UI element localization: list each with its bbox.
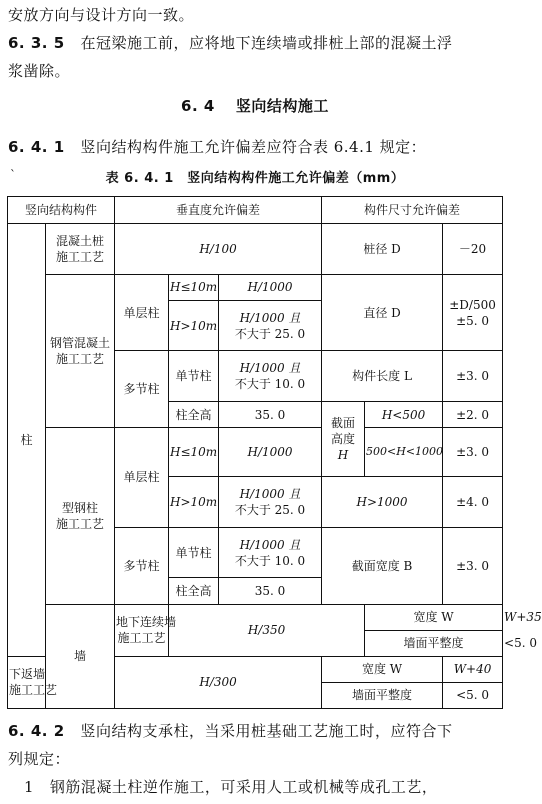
item-1 [24,772,502,802]
steel-shape-full: 柱全高 [169,578,219,604]
reverse-wall-w-val: W+40 [443,656,503,682]
val-line2: 不大于 25. 0 [234,503,306,517]
steel-tube-full-val: 35. 0 [219,402,322,428]
name-line2: 施工工艺 [56,249,105,264]
val-line2: 不大于 10. 0 [234,377,306,392]
steel-tube-single: 单层柱 [115,274,169,351]
diaphragm-wall-name [115,604,177,656]
diaphragm-wall-flat-label: 墙面平整度 [365,630,503,656]
diaphragm-wall-vert: H/350 [169,604,365,656]
name-line1: 混凝土桩 [56,233,105,248]
steel-shape-multi: 多节柱 [115,527,169,604]
steel-tube-unit-col: 单节柱 [169,351,219,402]
steel-tube-h-le-val: H/1000 [219,274,322,300]
val-line1: H/1000 且 [239,537,301,552]
steel-shape-full-val: 35. 0 [219,578,322,604]
header-vertical: 垂直度允许偏差 [115,197,322,224]
item-text: 钢筋混凝土柱逆作施工，可采用人工或机械等成孔工艺， [49,778,438,796]
val-line1: H/1000 且 [239,361,301,376]
val-line2: 不大于 25. 0 [234,326,306,341]
val-line2: 不大于 10. 0 [234,553,306,568]
name-line2: 施工工艺 [9,683,58,698]
reverse-wall-w-label: 宽度 W [322,656,443,682]
label-line2: 高度 [331,432,356,447]
shape-sect-label [322,402,365,477]
steel-tube-h-le: H≤10m [169,274,219,300]
steel-tube-len-label: 构件长度 L [322,351,443,402]
steel-tube-name [46,274,115,427]
steel-shape-unit-col: 单节柱 [169,527,219,578]
shape-h1-val: ±2. 0 [443,402,503,428]
steel-shape-unit-val [219,527,322,578]
name-line1: 下返墙 [9,667,46,682]
steel-tube-unit-val [219,351,322,402]
label-line1: 截面 [331,416,356,431]
name-line2: 施工工艺 [56,351,105,366]
stray-mark: ` [10,168,16,182]
steel-shape-single: 单层柱 [115,428,169,528]
shape-h3-val: ±4. 0 [443,477,503,528]
steel-shape-h-gt-val [219,477,322,528]
wall-label: 墙 [46,604,115,708]
clause-6-4-1 [8,132,502,162]
section-title: 竖向结构施工 [235,97,329,115]
clause-6-4-2-cont: 列规定： [8,750,71,768]
clause-number: 6. 3. 5 [8,34,65,52]
section-heading [8,91,502,121]
steel-tube-diam-label: 直径 D [322,274,443,351]
name-line2: 施工工艺 [117,631,166,646]
shape-width-val: ±3. 0 [443,527,503,604]
val-line2: ±5. 0 [456,313,490,328]
reverse-wall-flat-val: <5. 0 [443,682,503,708]
shape-h2: 500<H<1000 [365,428,443,477]
steel-tube-full: 柱全高 [169,402,219,428]
clause-text: 在冠梁施工前，应将地下连续墙或排桩上部的混凝土浮 [80,34,453,52]
steel-shape-h-le-val: H/1000 [219,428,322,477]
name-line1: 地下连续墙 [116,615,177,630]
steel-tube-h-gt: H>10m [169,300,219,351]
steel-shape-name [46,428,115,604]
steel-tube-diam-val [443,274,503,351]
reverse-wall-flat-label: 墙面平整度 [322,682,443,708]
clause-number: 6. 4. 1 [8,138,65,156]
shape-h3: H>1000 [322,477,443,528]
section-number: 6. 4 [181,97,215,115]
val-line1: H/1000 且 [239,310,301,325]
name-line1: 型钢柱 [62,500,99,515]
clause-number: 6. 4. 2 [8,722,65,740]
header-size: 构件尺寸允许偏差 [322,197,503,224]
shape-width-label: 截面宽度 B [322,527,443,604]
diaphragm-wall-w-label: 宽度 W [365,604,503,630]
concrete-pile-vert: H/100 [115,224,322,275]
concrete-pile-size-val: －20 [443,224,503,275]
concrete-pile-size-label: 桩径 D [322,224,443,275]
clause-text: 竖向结构构件施工允许偏差应符合表 6.4.1 规定： [80,138,427,156]
name-line1: 钢管混凝土 [50,335,111,350]
clause-6-3-5-cont: 浆凿除。 [8,62,71,80]
reverse-wall-name [8,656,58,708]
val-line1: ±D/500 [449,297,496,312]
clause-6-3-5 [8,28,502,58]
tolerance-table: 竖向结构构件 垂直度允许偏差 构件尺寸允许偏差 柱 混凝土桩 施工工艺 H/100 桩径 D －20 钢管混凝土 施工工艺 单层柱 H≤10m H/1000 直径 D ±D/500 ±5. 0 H>10m H/1000 且 不大于 25. 0 多节柱 单节柱 H/1000 且 不大于 10. 0 构件长度 L ±3. 0 柱全高 35. 0 截面 高度 H H<500 ±2. 0 型钢柱 施工工艺 单层柱 H≤10m H/1000 500<H<1000 ±3. 0 H>10m H/1000 且 不大于 25. 0 H>1000 ±4. 0 多节柱 单节柱 H/1000 且 不大于 10. 0 截面宽度 B ±3. 0 柱全高 35. 0 墙 地下连续墙 施工工艺 H/350 宽度 W W+35 墙面平整度 <5. 0 下返墙 施工工艺 H/300 宽度 W W+40 墙面平整度 <5. 0 [7,196,503,709]
label-line3: H [337,448,349,463]
steel-tube-len-val: ±3. 0 [443,351,503,402]
steel-tube-multi: 多节柱 [115,351,169,428]
val-line1: H/1000 且 [239,487,301,501]
clause-6-4-2 [8,716,502,746]
reverse-wall-vert: H/300 [115,656,322,708]
pile-label: 柱 [8,224,46,657]
clause-text: 竖向结构支承柱，当采用桩基础工艺施工时，应符合下 [80,722,453,740]
concrete-pile-name [46,224,115,275]
name-line2: 施工工艺 [56,516,105,531]
item-number: 1 [24,778,35,796]
header-member: 竖向结构构件 [8,197,115,224]
shape-h2-val: ±3. 0 [443,428,503,477]
table-caption: 表 6. 4. 1 竖向结构构件施工允许偏差（mm） [105,171,405,186]
steel-shape-h-le: H≤10m [169,428,219,477]
shape-h1: H<500 [365,402,443,428]
steel-shape-h-gt: H>10m [169,477,219,528]
steel-tube-h-gt-val [219,300,322,351]
intro-line: 安放方向与设计方向一致。 [8,6,195,24]
